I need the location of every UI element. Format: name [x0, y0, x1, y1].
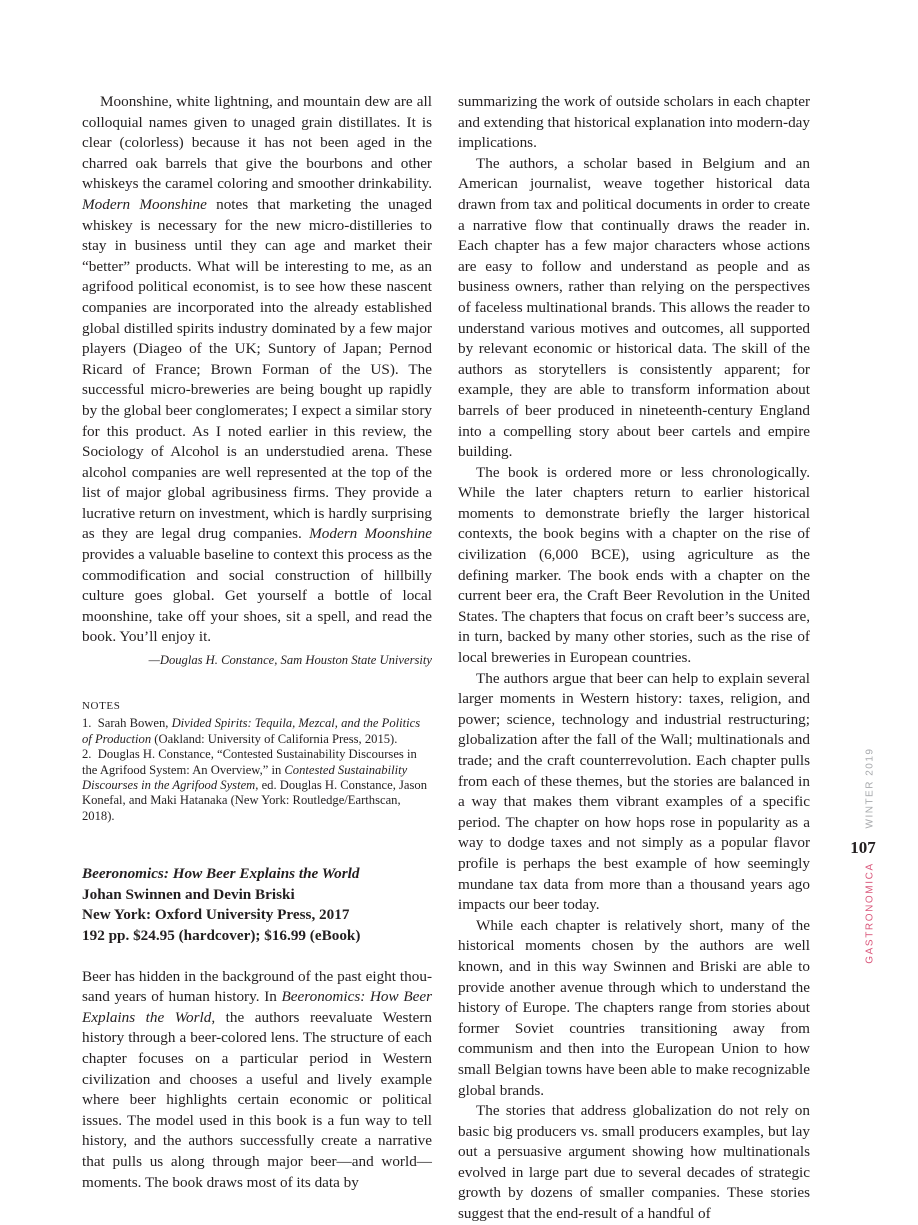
review2-intro: Beer has hidden in the background of the past eight thousand years of human history. In Beeronomics: How Beer Explains the World, the authors reevaluate Western history through a beer-colored lens. The structure of each chapter focuses on a particular period in Western civilization and chooses a useful and lively example where beer highlights certain economic or political issues. The model used in this book is a fun way to tell history, and the authors successfully create a narrative that pulls us along through major beer—and world—moments. The book draws most of its data by — [82, 967, 433, 1191]
book-header — [82, 864, 432, 946]
notes-section — [82, 699, 432, 824]
book-publisher: New York: Oxford University Press, 2017 — [82, 906, 350, 924]
right-paragraph-1: The authors, a scholar based in Belgium and an American journalist, weave together historical data drawn from tax and political documents in order to create a narrative flow that continually draws the reader in. Each chapter has a few major characters whose actions are easy to follow and understand as people and as business owners, rather than relying on the perspectives of faceless multinational brands. This allows the reader to understand various motives and outcomes, all supported by relevant economic or historical data. The skill of the authors as storytellers is consistently apparent; for example, they are able to transform information about barrels of beer produced in nineteenth-century England into a compelling story about beer cartels and empire building. — [458, 154, 810, 461]
review1-paragraph: Moonshine, white lightning, and mountain dew are all colloquial names given to unaged grain distillates. It is clear (colorless) because it has not been aged in the charred oak barrels that give the bourbons and other whiskeys the caramel coloring and smoother drinkability. Modern Moonshine notes that marketing the unaged whiskey is necessary for the new micro-distilleries to stay in business until they can age and market their “better” products. What will be interesting to me, as an agrifood political economist, is to see how these nascent companies are incorporated into the already established global distilled spirits industry dominated by a few major players (Diageo of the UK; Suntory of Japan; Pernod Ricard of France; Brown Forman of the US). The successful micro-breweries are being bought up rapidly by the global beer conglomerates; I expect a similar story for this product. As I noted earlier in this review, the Sociology of Alcohol is an understudied arena. These alcohol companies are well represented at the top of the list of major global agribusiness firms. They provide a lucrative return on investment, which is hardly surprising as they are legal drug companies. Modern Moonshine provides a valuable baseline to context this process as the commodification and social construction of hillbilly culture goes global. Get yourself a bottle of local moonshine, take off your shoes, sit a spell, and read the book. You’ll enjoy it. — [82, 93, 432, 646]
right-paragraph-3: The authors argue that beer can help to explain several larger moments in Western history: taxes, religion, and power; science, technology and industrial restructuring; globalization after the fall of the Wall; multinationals and trade; and the craft counterrevolution. Each chapter pulls from each of these themes, but the stories are balanced in a way that makes them vibrant examples of a specific period. The chapter on how hops rose in popularity as a way to dodge taxes and not simply as a popular flavor profile is perhaps the best example of how seemingly mundane tax data from more than a thousand years ago impacts our beer today. — [458, 669, 810, 914]
book-authors: Johan Swinnen and Devin Briski — [82, 885, 295, 903]
note-number: 2. — [82, 747, 92, 762]
reviewer-signature: —Douglas H. Constance, Sam Houston State University — [148, 653, 432, 668]
issue-season-label — [835, 747, 905, 829]
note-text: Douglas H. Constance, “Contested Sustainability Discourses in the Agrifood System: An Overview,” in Contested Sustainability Discourses in the Agrifood System, ed. Douglas H. Constance, Jason Konefal, and Maki Hatanaka (New York: Routledge/Earthscan, 2018). — [82, 747, 428, 823]
journal-name-text: GASTRONOMICA — [864, 861, 876, 964]
issue-season-text: WINTER 2019 — [864, 747, 876, 829]
page-number: 107 — [850, 838, 876, 857]
book-title: Beeronomics: How Beer Explains the World — [82, 865, 360, 883]
right-paragraph-5: The stories that address globalization do not rely on basic big producers vs. small producers examples, but lay out a persuasive argument showing how multinationals evolved in large part due to several decades of strategic growth by dozens of smaller companies. These stories suggest that the end-result of a handful of — [458, 1102, 810, 1223]
right-paragraph-4: While each chapter is relatively short, many of the historical moments chosen by the authors are well known, and in this way Swinnen and Briski are able to provide another avenue through which to understand the history of Europe. The chapters range from stories about former Soviet countries transitioning away from communism and then into the European Union to how small Belgian towns have been able to make recognizable global brands. — [458, 916, 810, 1099]
note-1 — [82, 716, 432, 747]
note-2 — [82, 747, 432, 824]
note-number: 1. — [82, 716, 92, 731]
left-column — [82, 92, 432, 1193]
note-text: Sarah Bowen, Divided Spirits: Tequila, Mezcal, and the Politics of Production (Oakland: University of California Press, 2015). — [82, 716, 421, 746]
right-column — [458, 92, 810, 1225]
journal-name-label — [820, 861, 918, 964]
book-price: 192 pp. $24.95 (hardcover); $16.99 (eBook) — [82, 927, 361, 945]
right-paragraph-0: summarizing the work of outside scholars in each chapter and extending that historical explanation into modern-day implications. — [458, 93, 810, 152]
notes-heading: NOTES — [82, 700, 121, 713]
right-paragraph-2: The book is ordered more or less chronologically. While the later chapters return to earlier historical moments to demonstrate briefly the larger historical contexts, the book begins with a chapter on the rise of civilization (6,000 BCE), using agriculture as the defining marker. The book ends with a chapter on the current beer era, the Craft Beer Revolution in the United States. The chapters that focus on craft beer’s success are, in turn, backed by many other stories, such as the rise of local breweries in European countries. — [458, 463, 810, 667]
